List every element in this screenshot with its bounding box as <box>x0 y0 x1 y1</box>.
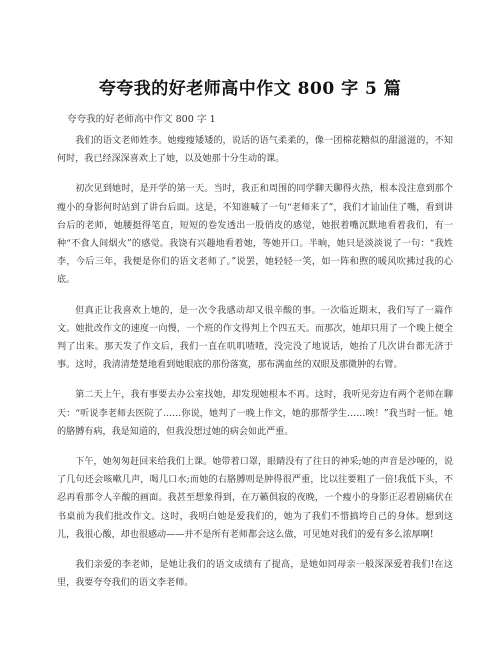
document-title: 夸夸我的好老师高中作文 800 字 5 篇 <box>98 79 402 99</box>
paragraph-4: 第二天上午，我有事要去办公室找她，却发现她根本不再。这时，我听见旁边有两个老师在聊天：“听说李老师去医院了……你说，她判了一晚上作文，她的那帮学生……唉！”我当时一怔。她的胳膊有病，我是知道的，但我没想过她的病会如此严重。 <box>57 390 453 437</box>
paragraph-3: 但真正让我喜欢上她的，是一次令我感动却又很辛酸的事。一次临近期末，我们写了一篇作文。她批改作文的速度一向慢，一个班的作文得判上个四五天。而那次，她却只用了一个晚上便全判了出来。那天发了作文后，我们一直在叽叽喳喳，没完没了地说话，她抬了几次讲台都无济于事。这时，我清清楚楚地看到她眼底的那份落寞，那布满血丝的双眼及那微肿的右臂。 <box>57 305 453 371</box>
essay-subtitle: 夸夸我的好老师高中作文 800 字 1 <box>67 114 216 125</box>
paragraph-6: 我们亲爱的李老师，是她让我们的语文成绩有了提高，是她如同母亲一般深深爱着我们!在这里，我要夸夸我们的语文李老师。 <box>57 560 453 589</box>
paragraph-1: 我们的语文老师姓李。她瘦瘦矮矮的，说话的语气柔柔的，像一团棉花糖似的甜滋滋的，不知何时，我已经深深喜欢上了她，以及她那十分生动的课。 <box>57 136 453 165</box>
paragraph-2: 初次见到她时，是开学的第一天。当时，我正和周围的同学聊天聊得火热，根本没注意到那个瘦小的身影何时站到了讲台后面。这是，不知谁喊了一句“老师来了”，我们才讪讪住了嘴，看到讲台后的老师，她腰挺得笔直，短短的卷发透出一股俏皮的感觉，她抿着嘴沉默地看着我们，有一种“不食人间烟火”的感觉。我饶有兴趣地看着她，等她开口。半晌，她只是淡淡说了一句：“我姓李，今后三年，我便是你们的语文老师了。”说罢，她轻轻一笑，如一阵和煦的暖风吹拂过我的心底。 <box>57 184 453 286</box>
essay-body <box>57 132 453 604</box>
paragraph-5: 下午，她匆匆赶回来给我们上课。她带着口罩，眼睛没有了往日的神采;她的声音是沙哑的，说了几句还会咳嗽几声，喝几口水;而她的右胳膊则是肿得很严重，比以往要粗了一倍!我低下头，不忍再看那令人辛酸的画面。我甚至想象得到，在万籁俱寂的夜晚，一个瘦小的身影正忍着剧痛伏在书桌前为我们批改作文。这时，我明白她是爱我们的，她为了我们不惜搞垮自己的身体。想到这儿，我很心酸，却也很感动——并不是所有老师都会这么做，可见她对我们的爱有多么浓厚啊! <box>57 457 453 540</box>
